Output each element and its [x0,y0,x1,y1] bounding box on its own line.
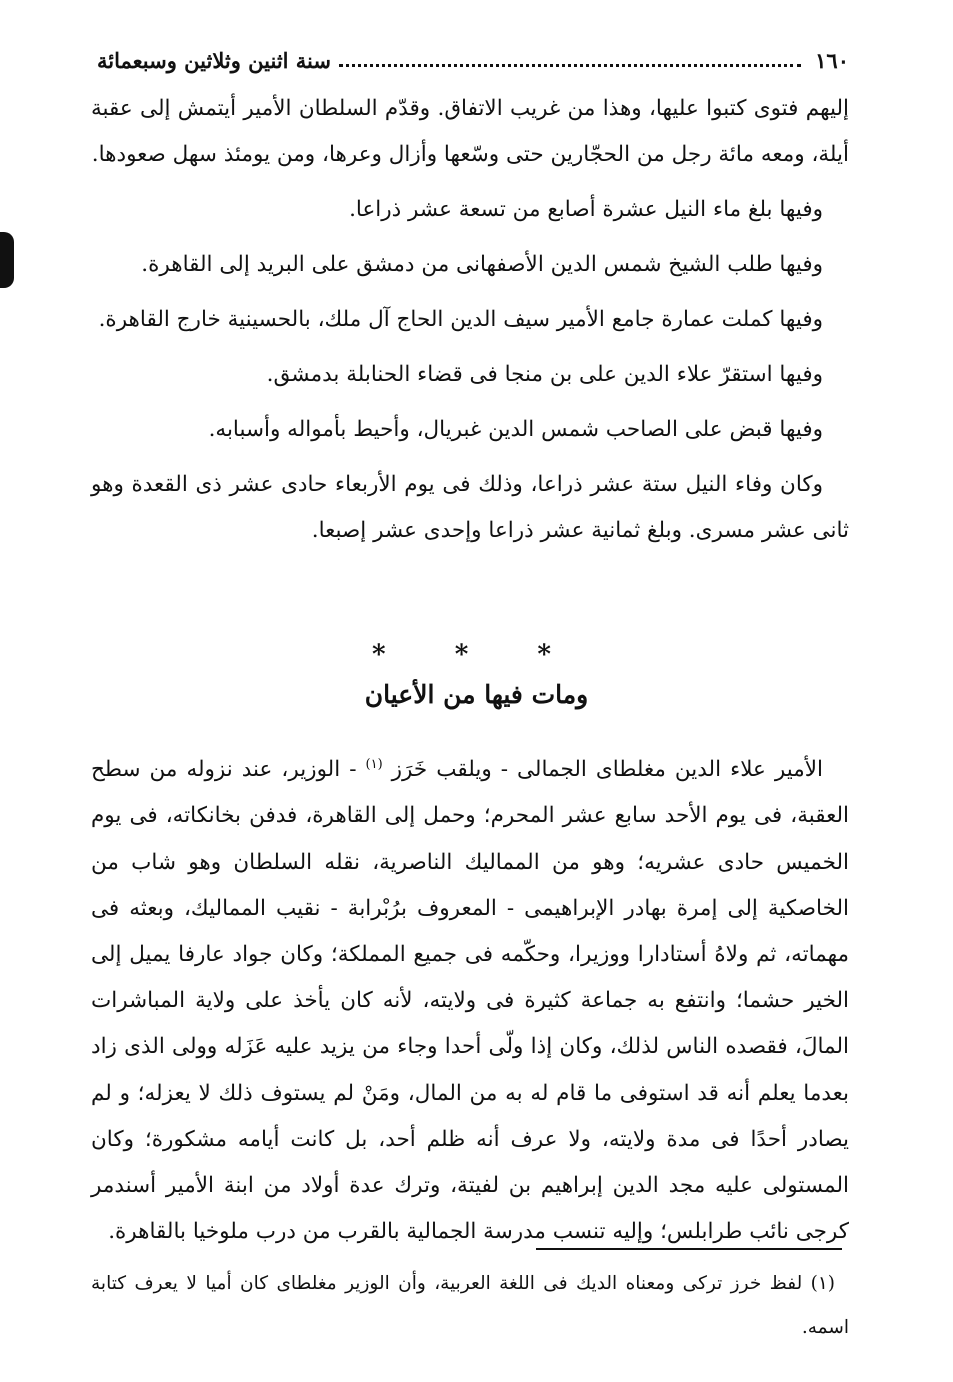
running-header [97,40,849,80]
obituary-paragraph [91,742,849,1255]
footnote-divider [536,1248,842,1250]
paragraph: وفيها طلب الشيخ شمس الدين الأصفهانى من دمشق على البريد إلى القاهرة. [141,252,823,277]
paragraph: وفيها كملت عمارة جامع الأمير سيف الدين الحاج آل ملك، بالحسينية خارج القاهرة. [98,307,823,332]
paragraph: وفيها قبض على الصاحب شمس الدين غبريال، وأحيط بأمواله وأسبابه. [208,417,823,442]
paragraph: وفيها بلغ ماء النيل عشرة أصابع من تسعة عشر ذراعا. [349,197,823,222]
running-title: سنة اثنين وثلاثين وسبعمائة [97,47,331,73]
footnote-text: (١) لفظ خرز تركى ومعناه الديك فى اللغة العربية، وأن الوزير مغلطاى كان أميا لا يعرف كتابة اسمه. [91,1273,849,1338]
margin-tab-mark [0,232,14,288]
paragraph: وكان وفاء النيل ستة عشر ذراعا، وذلك فى يوم الأربعاء حادى عشر ذى القعدة وهو ثانى عشر مسرى. وبلغ ثمانية عشر ذراعا وإحدى عشر إصبعا. [91,472,849,543]
section-heading: ومات فيها من الأعيان [364,680,589,709]
main-text [91,86,849,563]
paragraph: إليهم فتوى كتبوا عليها، وهذا من غريب الاتفاق. وقدّم السلطان الأمير أيتمش إلى عقبة أيلة، ومعه مائة رجل من الحجّارين حتى وسّعها وأزال وعرها، ومن يومئذ سهل صعودها. [91,96,849,167]
paragraph: وفيها استقرّ علاء الدين على بن منجا فى قضاء الحنابلة بدمشق. [266,362,823,387]
obituary-text-rest: - الوزير، عند نزوله من سطح العقبة، فى يوم الأحد سابع عشر المحرم؛ وحمل إلى القاهرة، فدفن بخانكاته، فى يوم الخميس حادى عشريه؛ وهو من المماليك الناصرية، نقله السلطان وهو شاب من الخاصكية إلى إمرة بهادر الإبراهيمى - المعروف برُبْرابة - نقيب المماليك، وبعثه فى مهماته، ثم ولاهُ أستادارا ووزيرا، وحكّمه فى جميع المملكة؛ وكان جواد عارفا يميل إلى الخير حشما؛ وانتفع به جماعة كثيرة فى ولايته، لأنه كان يأخذ على ولاية المباشرات المالَ، فقصده الناس لذلك، وكان إذا ولّى أحدا وجاء من يزيد عليه عَزَله وولى الذى زاد بعدما يعلم أنه قد استوفى ما قام له به من المال، ومَنْ لم يستوف ذلك لا يعزله؛ و لم يصادر أحدًا فى مدة ولايته، ولا عرف أنه ظلم أحد، بل كانت أيامه مشكورة؛ وكان المستولى عليه مجد الدين إبراهيم بن لفيتة، وترك عدة أولاد من ابنة الأمير أسندمر كرجى نائب طرابلس؛ وإليه تنسب مدرسة الجمالية بالقرب من درب ملوخيا بالقاهرة. [91,757,849,1245]
header-leader-dots [339,54,801,67]
obituary-text [91,742,849,1255]
page-number: ١٦٠ [815,47,849,73]
section-separator: * * * [372,640,581,670]
footnote-reference: (١) [365,757,383,772]
obituary-text-start: الأمير علاء الدين مغلطاى الجمالى - ويلقب خَرَز [391,757,823,783]
footnote [91,1262,849,1350]
